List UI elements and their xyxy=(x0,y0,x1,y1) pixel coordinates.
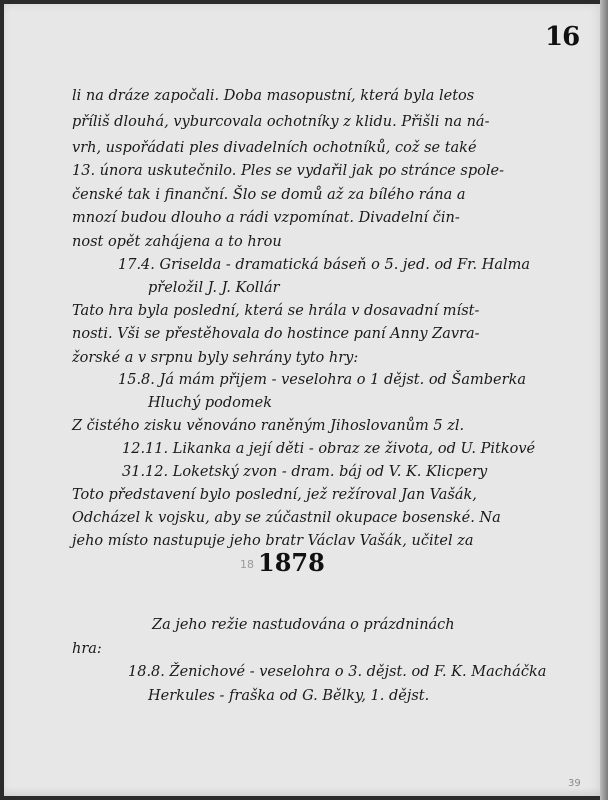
text-line: Toto představení bylo poslední, jež režíroval Jan Vašák, xyxy=(72,487,477,503)
text-line: příliš dlouhá, vyburcovala ochotníky z klidu. Přišli na ná- xyxy=(72,114,490,130)
text-line: li na dráze započali. Doba masopustní, která byla letos xyxy=(72,88,475,104)
text-line: Za jeho režie nastudována o prázdninách xyxy=(152,617,455,633)
year-heading: 1878 xyxy=(258,548,325,577)
text-line: Z čistého zisku věnováno raněným Jihoslovanům 5 zl. xyxy=(72,418,465,434)
text-line: jeho místo nastupuje jeho bratr Václav Vašák, učitel za xyxy=(72,533,474,549)
repertoire-entry: 17.4. Griselda - dramatická báseň o 5. jed. od Fr. Halma xyxy=(118,257,531,273)
text-line: 13. února uskutečnilo. Ples se vydařil jak po stránce spole- xyxy=(72,163,505,179)
text-line: mnozí budou dlouho a rádi vzpomínat. Divadelní čin- xyxy=(72,210,460,226)
page-number: 16 xyxy=(545,22,580,52)
repertoire-entry: 15.8. Já mám přijem - veselohra o 1 dějst. od Šamberka xyxy=(118,372,526,388)
text-line: hra: xyxy=(72,641,102,657)
text-line: čenské tak i finanční. Šlo se domů až za bílého rána a xyxy=(72,187,466,203)
repertoire-entry: Hluchý podomek xyxy=(148,395,273,411)
page-edge-shadow xyxy=(600,0,608,800)
text-line: nosti. Vši se přestěhovala do hostince paní Anny Zavra- xyxy=(72,326,480,342)
repertoire-entry: 18.8. Ženichové - veselohra o 3. dějst. od F. K. Macháčka xyxy=(128,664,547,680)
archive-mark: 39 xyxy=(568,778,581,789)
repertoire-entry: 31.12. Loketský zvon - dram. báj od V. K. Klicpery xyxy=(122,464,488,480)
text-line: Odcházel k vojsku, aby se zúčastnil okupace bosenské. Na xyxy=(72,510,501,526)
pencil-note: 18 xyxy=(240,558,254,571)
text-line: Tato hra byla poslední, která se hrála v dosavadní míst- xyxy=(72,303,480,319)
text-line: vrh, uspořádati ples divadelních ochotníků, což se také xyxy=(72,140,477,156)
text-line: žorské a v srpnu byly sehrány tyto hry: xyxy=(72,350,359,366)
repertoire-entry: přeložil J. J. Kollár xyxy=(148,280,280,296)
repertoire-entry: 12.11. Likanka a její děti - obraz ze života, od U. Pitkové xyxy=(122,441,536,457)
repertoire-entry: Herkules - fraška od G. Bělky, 1. dějst. xyxy=(148,688,430,704)
text-line: nost opět zahájena a to hrou xyxy=(72,234,282,250)
